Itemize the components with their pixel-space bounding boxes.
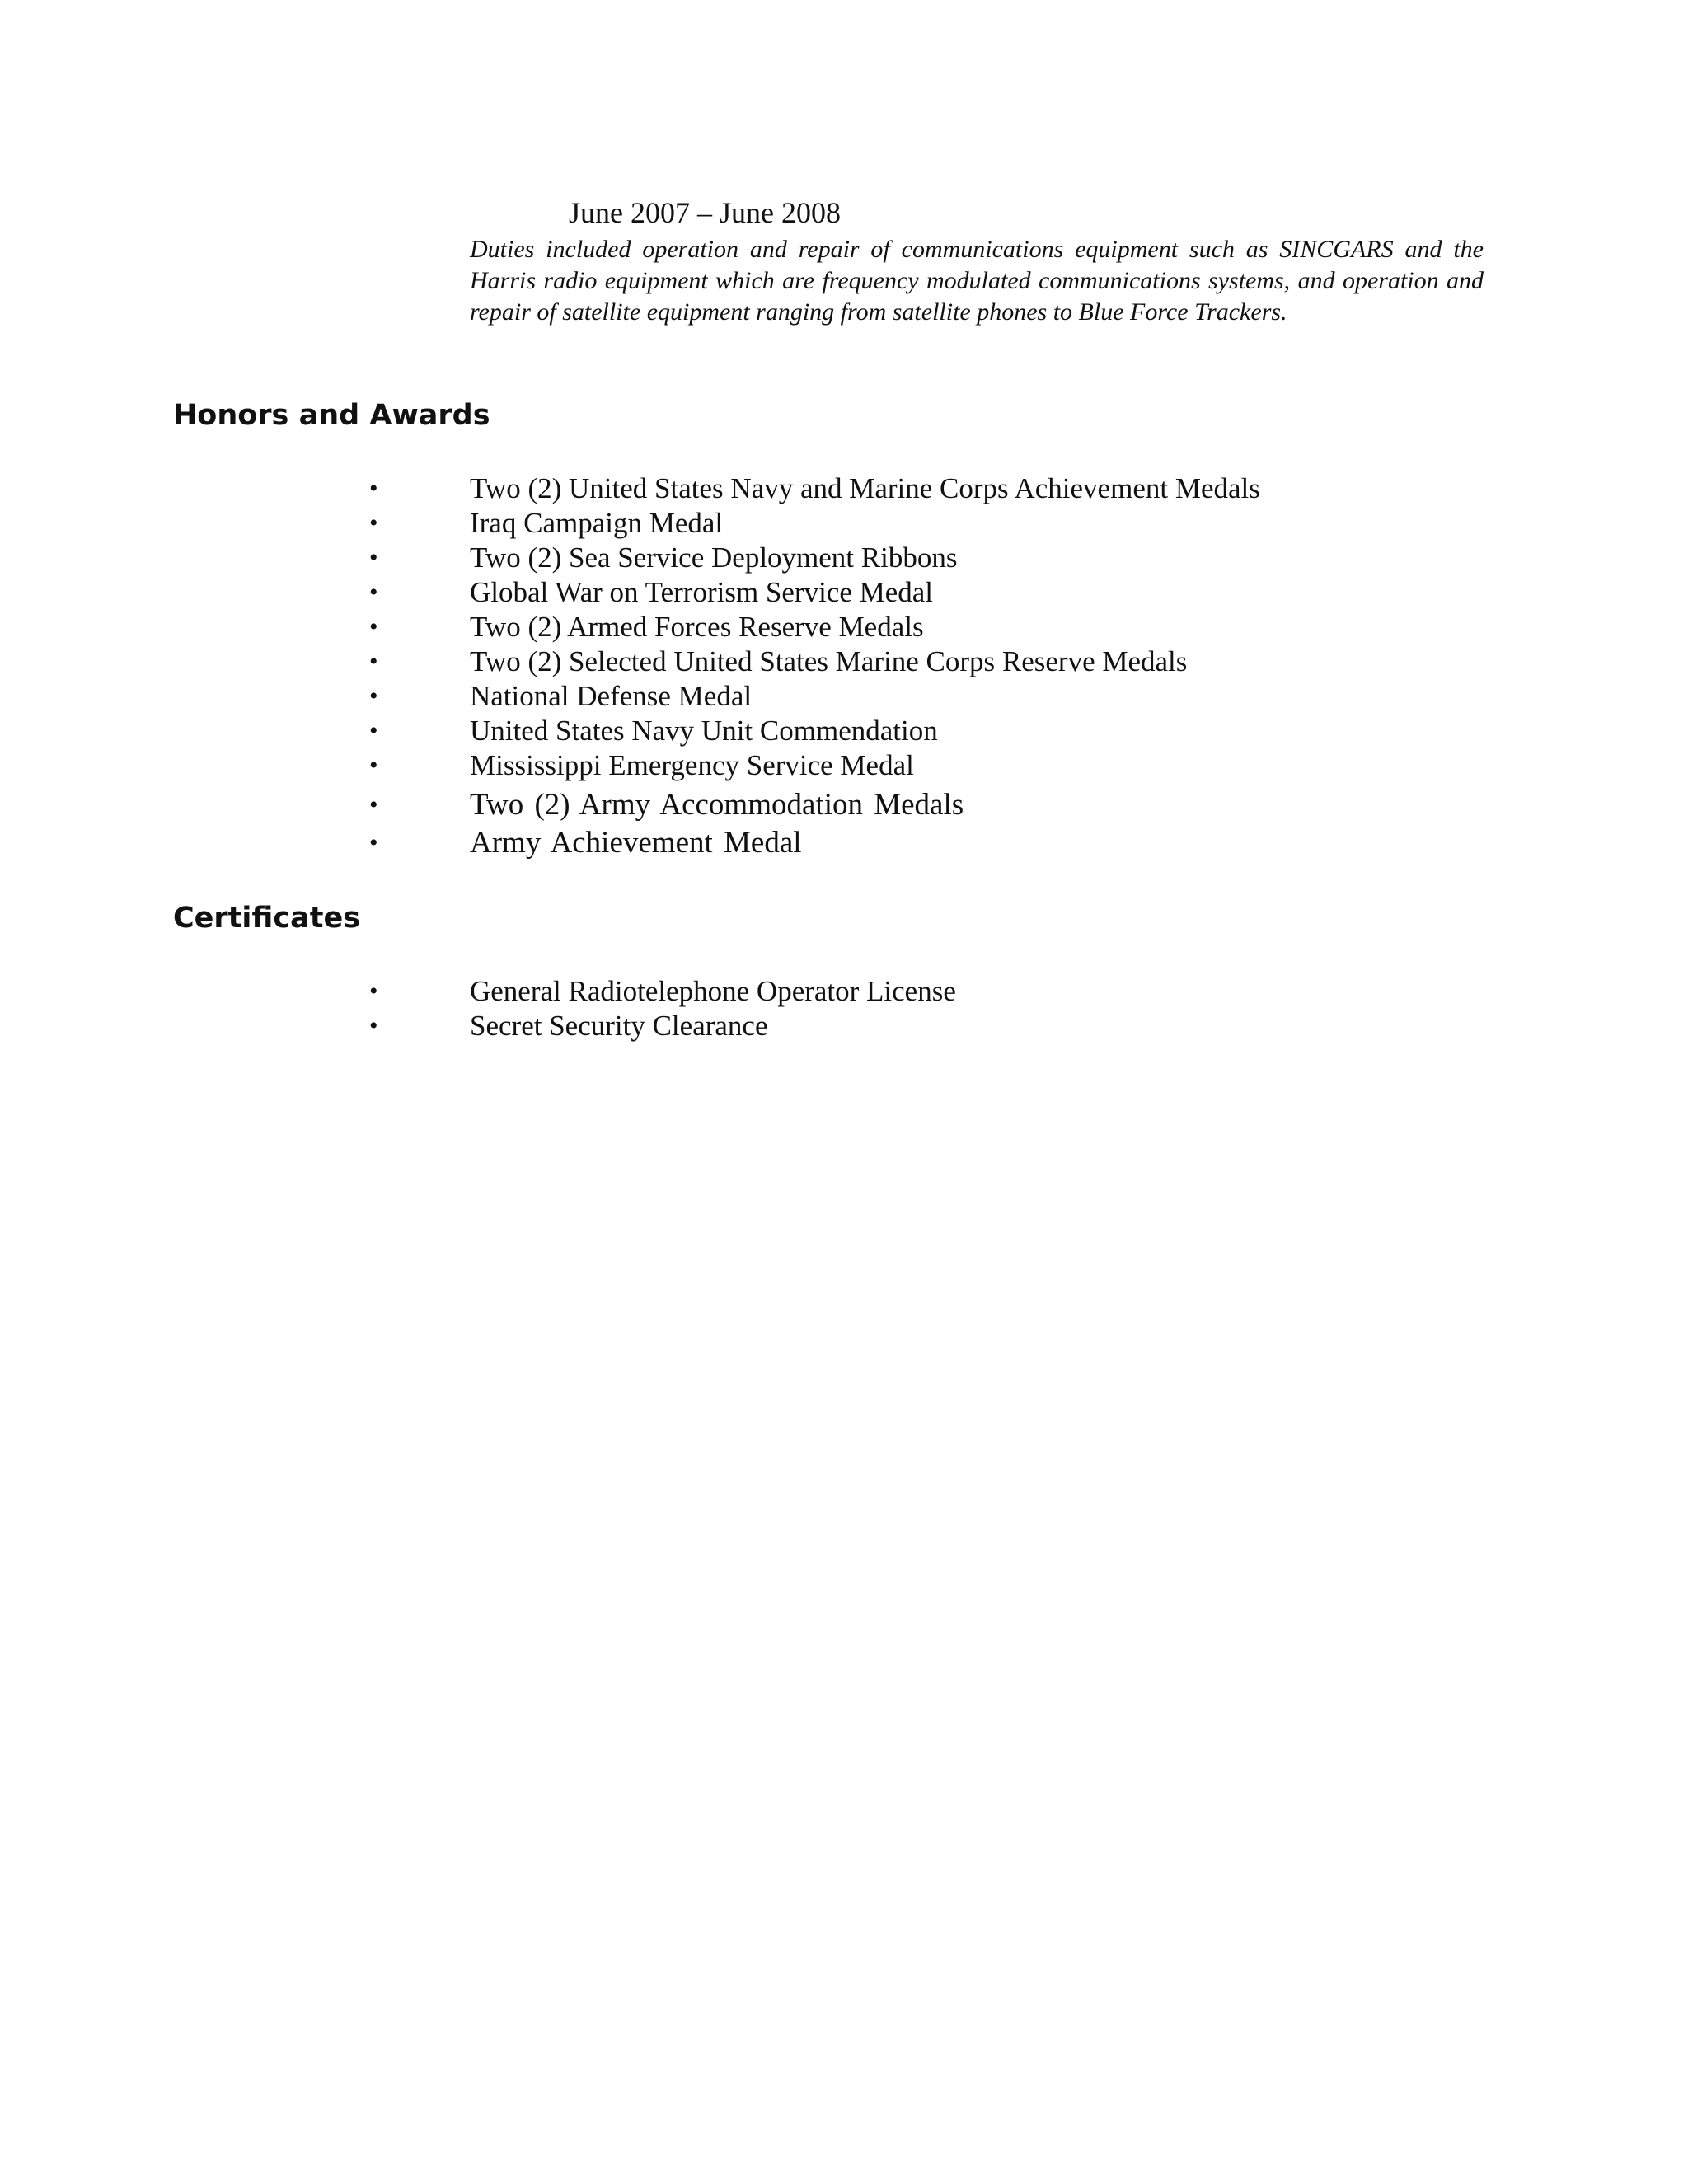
certificate-text: General Radiotelephone Operator License (470, 975, 956, 1007)
honor-text: Two (2) United States Navy and Marine Corps Achievement Medals (470, 472, 1260, 504)
list-item (0, 748, 1688, 783)
honors-list (0, 471, 1688, 862)
honor-text: Two (2) Armed Forces Reserve Medals (470, 611, 924, 643)
certificates-heading: Certificates (173, 902, 361, 935)
honors-heading: Honors and Awards (173, 399, 490, 432)
bullet-icon: • (369, 544, 378, 571)
bullet-icon: • (369, 1012, 378, 1039)
list-item (0, 974, 1688, 1009)
bullet-icon: • (369, 717, 378, 744)
employment-date-range: June 2007 – June 2008 (569, 196, 841, 229)
honor-text: Army Achievement Medal (470, 826, 802, 860)
honor-text: Two (2) Sea Service Deployment Ribbons (470, 541, 958, 574)
list-item (0, 714, 1688, 748)
honor-text: Global War on Terrorism Service Medal (470, 576, 934, 608)
certificates-list (0, 974, 1688, 1043)
list-item (0, 471, 1688, 506)
bullet-icon: • (369, 791, 378, 818)
bullet-icon: • (369, 648, 378, 675)
honor-text: Two (2) Selected United States Marine Corps Reserve Medals (470, 645, 1188, 677)
list-item (0, 786, 1688, 824)
bullet-icon: • (369, 977, 378, 1005)
bullet-icon: • (369, 509, 378, 537)
duties-description: Duties included operation and repair of communications equipment such as SINCGARS and the Harris radio equipment which are frequency modulated communications systems, and operation and repair of satellite equipment ranging from satellite phones to Blue Force Trackers. (470, 236, 1484, 326)
list-item (0, 644, 1688, 679)
bullet-icon: • (369, 579, 378, 606)
bullet-icon: • (369, 475, 378, 502)
bullet-icon: • (369, 682, 378, 710)
list-item (0, 506, 1688, 541)
honor-text: United States Navy Unit Commendation (470, 715, 938, 747)
certificate-text: Secret Security Clearance (470, 1010, 768, 1042)
bullet-icon: • (369, 752, 378, 779)
list-item (0, 575, 1688, 610)
bullet-icon: • (369, 829, 378, 856)
honor-text: National Defense Medal (470, 680, 753, 712)
honor-text: Mississippi Emergency Service Medal (470, 749, 914, 781)
honor-text: Two (2) Army Accommodation Medals (470, 788, 964, 822)
list-item (0, 679, 1688, 714)
list-item (0, 610, 1688, 644)
list-item (0, 541, 1688, 575)
honor-text: Iraq Campaign Medal (470, 507, 724, 539)
list-item (0, 1009, 1688, 1043)
list-item (0, 824, 1688, 862)
bullet-icon: • (369, 613, 378, 640)
